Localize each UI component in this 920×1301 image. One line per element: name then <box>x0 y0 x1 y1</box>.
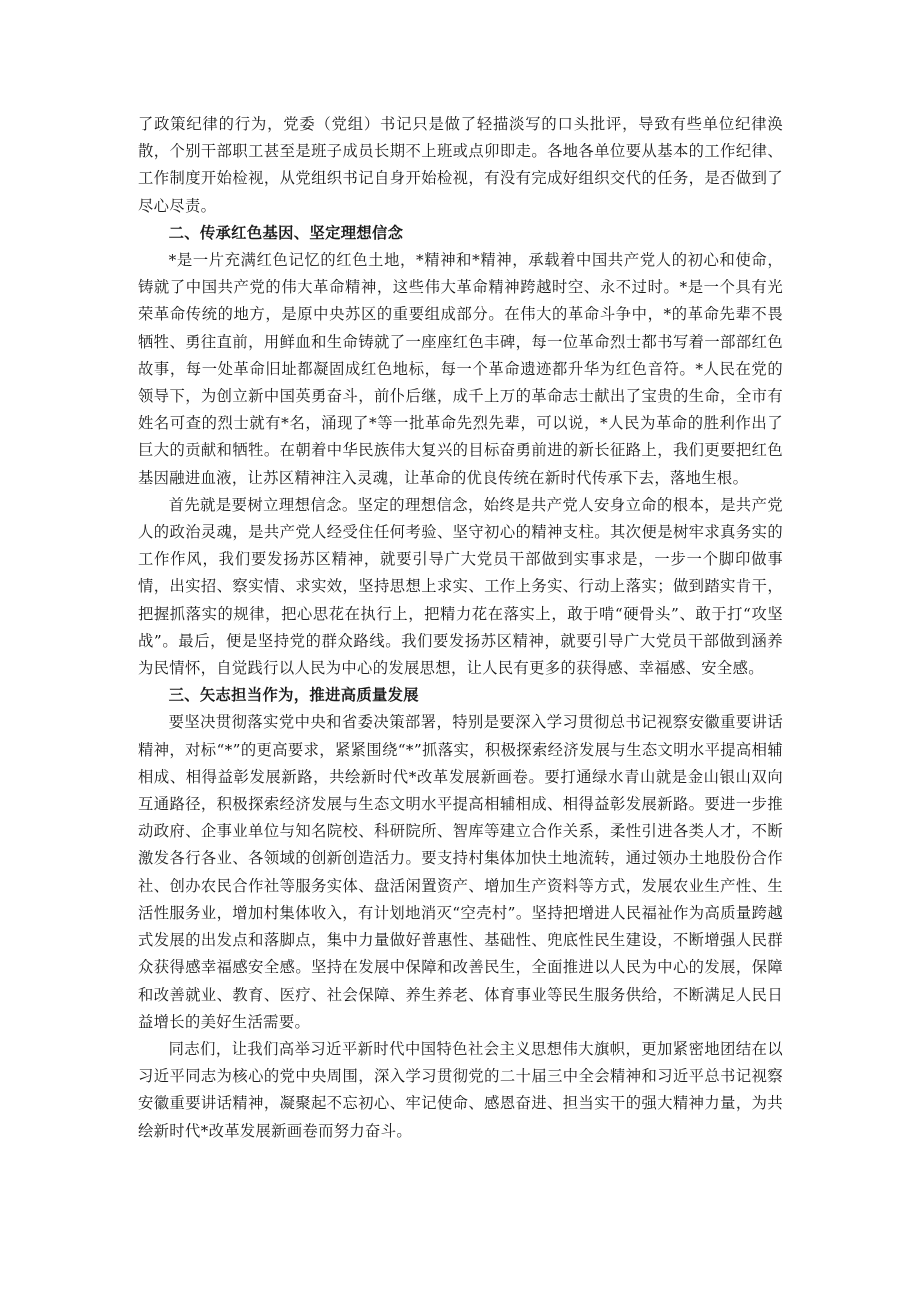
section-heading: 二、传承红色基因、坚定理想信念 <box>168 223 404 242</box>
body-paragraph: 首先就是要树立理想信念。坚定的理想信念，始终是共产党人安身立命的根本，是共产党人的政治灵魂，是共产党人经受住任何考验、坚守初心的精神支柱。其次便是树牢求真务实的工作作风，我们要发扬苏区精神，就要引导广大党员干部做到实事求是，一步一个脚印做事情，出实招、察实情、求实效，坚持思想上求实、工作上务实、行动上落实；做到踏实肯干，把握抓落实的规律，把心思花在执行上，把精力花在落实上，敢于啃“硬骨头”、敢于打“攻坚战”。最后，便是坚持党的群众路线。我们要发扬苏区精神，就要引导广大党员干部做到涵养为民情怀，自觉践行以人民为中心的发展思想，让人民有更多的获得感、幸福感、安全感。 <box>138 495 783 678</box>
body-paragraph: 了政策纪律的行为，党委（党组）书记只是做了轻描淡写的口头批评，导致有些单位纪律涣散，个别干部职工甚至是班子成员长期不上班或点卯即走。各地各单位要从基本的工作纪律、工作制度开始检视，从党组织书记自身开始检视，有没有完成好组织交代的任务，是否做到了尽心尽责。 <box>138 115 783 215</box>
body-paragraph: *是一片充满红色记忆的红色土地，*精神和*精神，承载着中国共产党人的初心和使命，铸就了中国共产党的伟大革命精神，这些伟大革命精神跨越时空、永不过时。*是一个具有光荣革命传统的地方，是原中央苏区的重要组成部分。在伟大的革命斗争中，*的革命先辈不畏牺牲、勇往直前，用鲜血和生命铸就了一座座红色丰碑，每一位革命烈士都书写着一部部红色故事，每一处革命旧址都凝固成红色地标，每一个革命遗迹都升华为红色音符。*人民在党的领导下，为创立新中国英勇奋斗，前仆后继，成千上万的革命志士献出了宝贵的生命，全市有姓名可查的烈士就有*名，涌现了*等一批革命先烈先辈，可以说，*人民为革命的胜利作出了巨大的贡献和牺牲。在朝着中华民族伟大复兴的目标奋勇前进的新长征路上，我们更要把红色基因融进血液，让苏区精神注入灵魂，让革命的优良传统在新时代传承下去，落地生根。 <box>138 251 783 487</box>
body-paragraph: 要坚决贯彻落实党中央和省委决策部署，特别是要深入学习贯彻总书记视察安徽重要讲话精神，对标“*”的更高要求，紧紧围绕“*”抓落实，积极探索经济发展与生态文明水平提高相辅相成、相得益彰发展新路，共绘新时代*改革发展新画卷。要打通绿水青山就是金山银山双向互通路径，积极探索经济发展与生态文明水平提高相辅相成、相得益彰发展新路。要进一步推动政府、企事业单位与知名院校、科研院所、智库等建立合作关系，柔性引进各类人才，不断激发各行各业、各领域的创新创造活力。要支持村集体加快土地流转，通过领办土地股份合作社、创办农民合作社等服务实体、盘活闲置资产、增加生产资料等方式，发展农业生产性、生活性服务业，增加村集体收入，有计划地消灭“空壳村”。坚持把增进人民福祉作为高质量跨越式发展的出发点和落脚点，集中力量做好普惠性、基础性、兜底性民生建设，不断增强人民群众获得感幸福感安全感。坚持在发展中保障和改善民生，全面推进以人民为中心的发展，保障和改善就业、教育、医疗、社会保障、养生养老、体育事业等民生服务供给，不断满足人民日益增长的美好生活需要。 <box>138 713 783 1031</box>
body-paragraph: 同志们，让我们高举习近平新时代中国特色社会主义思想伟大旗帜，更加紧密地团结在以习近平同志为核心的党中央周围，深入学习贯彻党的二十届三中全会精神和习近平总书记视察安徽重要讲话精神，凝聚起不忘初心、牢记使命、感恩奋进、担当实干的强大精神力量，为共绘新时代*改革发展新画卷而努力奋斗。 <box>138 1039 783 1140</box>
section-heading: 三、矢志担当作为，推进高质量发展 <box>168 686 419 705</box>
document-page <box>138 111 783 1145</box>
